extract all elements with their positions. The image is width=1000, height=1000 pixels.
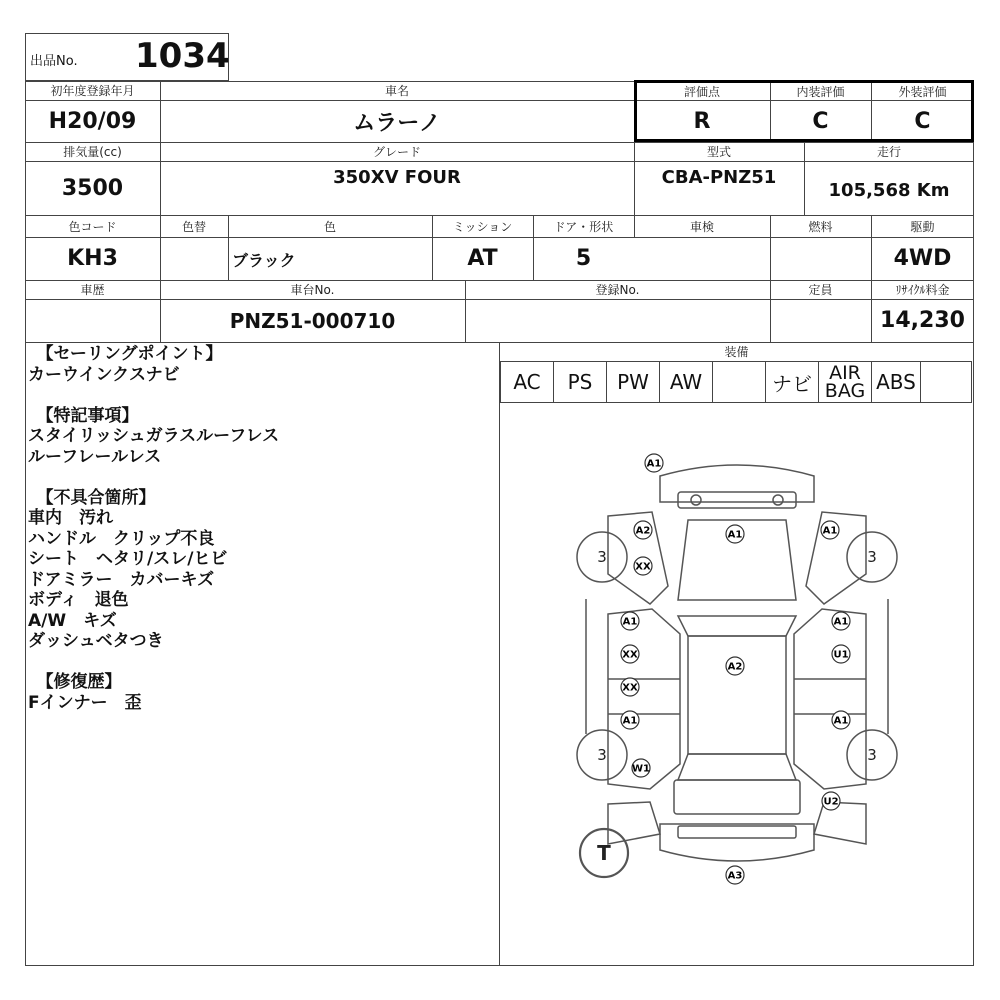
doors-value: 5 bbox=[575, 246, 592, 271]
damage-mark bbox=[726, 657, 744, 675]
car-diagram bbox=[500, 404, 974, 964]
score-value: R bbox=[693, 108, 711, 134]
lot-number: 1034 bbox=[135, 36, 230, 76]
header-model: 型式 bbox=[706, 145, 731, 159]
model-value: CBA-PNZ51 bbox=[661, 166, 777, 188]
inspection-value bbox=[634, 237, 770, 280]
header-mileage: 走行 bbox=[876, 145, 901, 159]
header-score: 評価点 bbox=[683, 85, 720, 99]
equip-pw: PW bbox=[607, 362, 660, 402]
lot-label: 出品No. bbox=[30, 54, 78, 69]
damage-mark-label: U2 bbox=[823, 796, 839, 808]
interior-value: C bbox=[812, 108, 829, 134]
damage-mark-label: XX bbox=[635, 561, 651, 573]
damage-mark-label: A1 bbox=[622, 715, 638, 727]
damage-mark bbox=[822, 792, 840, 810]
tire-rr: 3 bbox=[867, 746, 877, 764]
damage-mark bbox=[621, 645, 639, 663]
header-capacity: 定員 bbox=[808, 283, 833, 297]
drive-value: 4WD bbox=[893, 246, 952, 271]
damage-mark-label: XX bbox=[622, 682, 638, 694]
notes-text: 【セーリングポイント】 カーウインクスナビ 【特記事項】 スタイリッシュガラスルーフレス ルーフレールレス 【不具合箇所】 車内 汚れ ハンドル クリップ不良 シート ヘタリ/スレ/ヒビ ドアミラー カバーキズ ボディ 退色 A/W キズ ダッシュベタつき 【修復歴】 Fインナー 歪 bbox=[28, 344, 280, 713]
header-color-code: 色コード bbox=[68, 219, 117, 234]
header-first-reg: 初年度登録年月 bbox=[50, 84, 135, 98]
damage-mark bbox=[726, 866, 744, 884]
damage-mark-label: A2 bbox=[727, 661, 743, 673]
equip-empty-1 bbox=[713, 362, 766, 402]
equip-ps: PS bbox=[554, 362, 607, 402]
header-fuel: 燃料 bbox=[808, 219, 833, 234]
damage-mark-label: A1 bbox=[646, 458, 662, 470]
damage-mark-label: A1 bbox=[833, 715, 849, 727]
damage-mark bbox=[621, 612, 639, 630]
header-equipment: 装備 bbox=[724, 345, 749, 359]
grade-value: 350XV FOUR bbox=[333, 166, 461, 188]
equip-aw: AW bbox=[660, 362, 713, 402]
damage-mark bbox=[832, 711, 850, 729]
damage-mark bbox=[821, 521, 839, 539]
equip-navi: ナビ bbox=[766, 362, 819, 402]
header-history: 車歴 bbox=[80, 283, 105, 297]
equip-airbag: AIR BAG bbox=[819, 362, 872, 402]
header-color: 色 bbox=[323, 219, 336, 234]
damage-mark-label: W1 bbox=[632, 763, 650, 775]
damage-mark bbox=[634, 557, 652, 575]
equipment-grid bbox=[500, 361, 972, 403]
damage-mark-label: A1 bbox=[622, 616, 638, 628]
header-color-change: 色替 bbox=[181, 219, 206, 234]
damage-mark bbox=[832, 645, 850, 663]
damage-mark-label: A1 bbox=[727, 529, 743, 541]
header-reg-no: 登録No. bbox=[595, 283, 640, 297]
color-value: ブラック bbox=[232, 251, 296, 270]
damage-mark-label: A1 bbox=[833, 616, 849, 628]
equip-abs: ABS bbox=[872, 362, 921, 402]
header-exterior: 外装評価 bbox=[898, 85, 947, 99]
color-change-value bbox=[160, 237, 228, 280]
exterior-value: C bbox=[914, 108, 931, 134]
reg-no-value bbox=[465, 299, 770, 342]
equip-empty-2 bbox=[921, 362, 971, 402]
mileage-value: 105,568 Km bbox=[828, 179, 950, 201]
color-code-value: KH3 bbox=[67, 246, 118, 271]
header-interior: 内装評価 bbox=[796, 85, 845, 99]
capacity-value bbox=[770, 299, 871, 342]
tire-fr: 3 bbox=[867, 548, 877, 566]
spare-tire-label: T bbox=[597, 841, 611, 865]
header-recycle: ﾘｻｲｸﾙ料金 bbox=[895, 283, 950, 297]
history-value bbox=[25, 299, 160, 342]
first-reg-value: H20/09 bbox=[48, 108, 137, 134]
damage-mark bbox=[621, 678, 639, 696]
car-name-value: ムラーノ bbox=[353, 110, 441, 136]
equip-ac: AC bbox=[501, 362, 554, 402]
damage-mark bbox=[832, 612, 850, 630]
header-car-name: 車名 bbox=[384, 84, 409, 98]
damage-mark-label: A2 bbox=[635, 525, 651, 537]
damage-mark-label: U1 bbox=[833, 649, 849, 661]
damage-mark-label: A3 bbox=[727, 870, 743, 882]
header-grade: グレード bbox=[372, 145, 421, 159]
transmission-value: AT bbox=[467, 246, 498, 271]
damage-mark bbox=[621, 711, 639, 729]
damage-mark bbox=[645, 454, 663, 472]
damage-mark-label: XX bbox=[622, 649, 638, 661]
damage-mark bbox=[634, 521, 652, 539]
damage-mark bbox=[726, 525, 744, 543]
header-drive: 駆動 bbox=[910, 219, 935, 234]
header-displacement: 排気量(cc) bbox=[63, 145, 122, 159]
chassis-value: PNZ51-000710 bbox=[229, 308, 396, 333]
header-transmission: ミッション bbox=[452, 219, 513, 234]
fuel-value bbox=[770, 237, 871, 280]
tire-fl: 3 bbox=[597, 548, 607, 566]
displacement-value: 3500 bbox=[61, 175, 124, 201]
tire-rl: 3 bbox=[597, 746, 607, 764]
damage-mark-label: A1 bbox=[822, 525, 838, 537]
header-inspection: 車検 bbox=[689, 219, 714, 234]
header-chassis: 車台No. bbox=[290, 283, 335, 297]
recycle-value: 14,230 bbox=[880, 308, 965, 333]
header-doors: ドア・形状 bbox=[553, 219, 614, 234]
damage-mark bbox=[632, 759, 650, 777]
